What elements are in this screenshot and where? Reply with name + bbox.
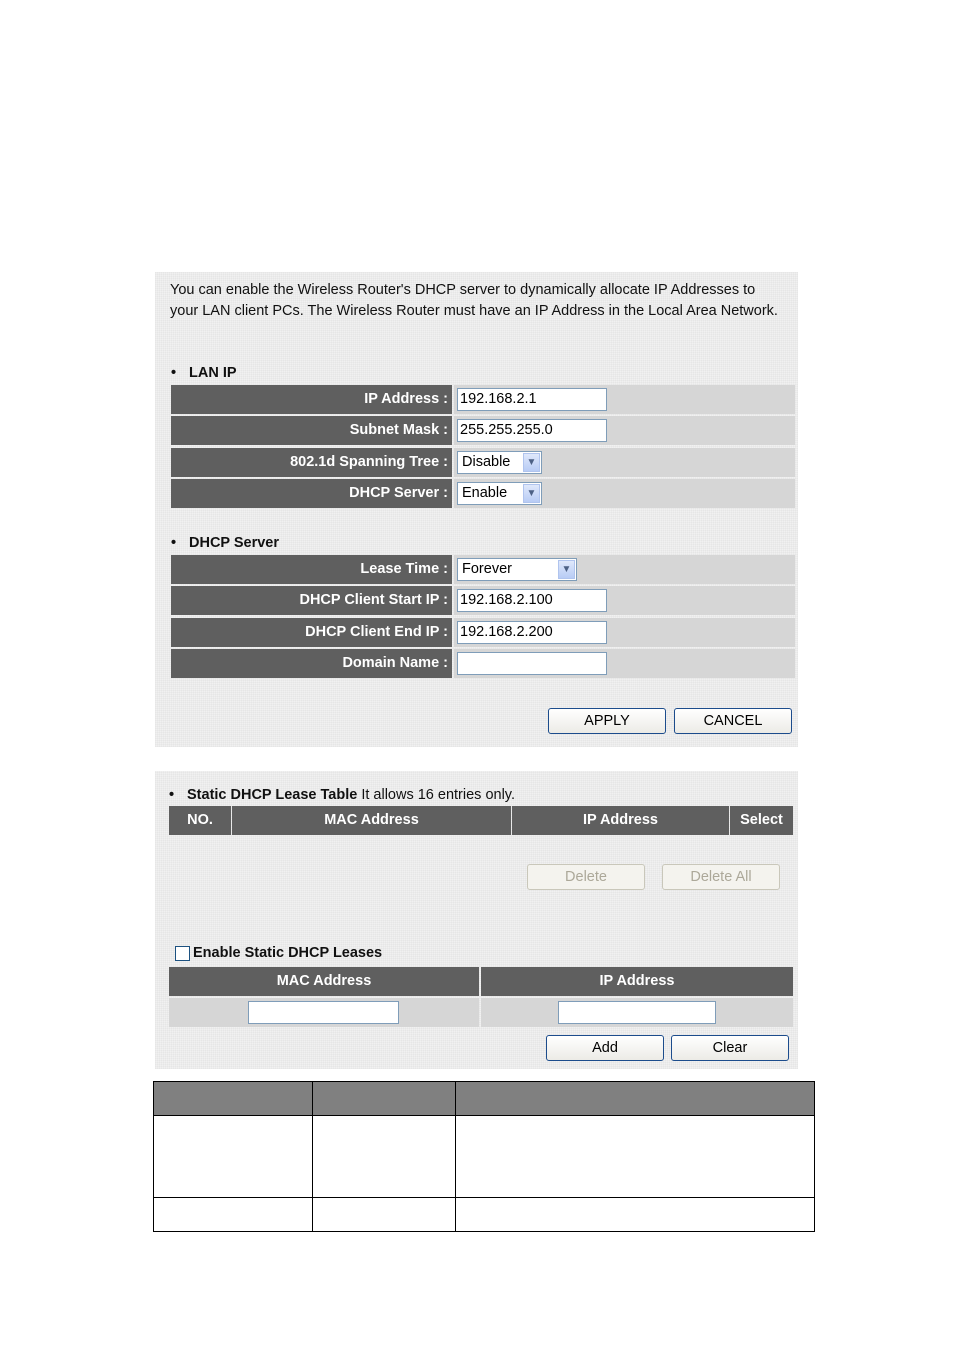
description-table [153,1081,815,1232]
enable-static-leases-checkbox[interactable] [175,946,190,961]
mac-address-input[interactable] [248,1001,399,1024]
chevron-down-icon: ▼ [523,453,540,472]
cancel-button[interactable]: CANCEL [674,708,792,734]
column-header-ip: IP Address [512,806,729,835]
domain-name-input[interactable] [457,652,607,675]
subnet-mask-input[interactable]: 255.255.255.0 [457,419,607,442]
dhcp-server-label: DHCP Server : [171,479,452,508]
table-cell [455,1116,814,1198]
ip-entry-cell [481,998,793,1027]
ip-address-input[interactable]: 192.168.2.1 [457,388,607,411]
end-ip-input[interactable]: 192.168.2.200 [457,621,607,644]
table-header-cell [455,1082,814,1116]
entry-header-mac: MAC Address [169,967,479,996]
dhcp-server-select[interactable]: Enable ▼ [457,482,542,505]
table-cell [455,1197,814,1231]
table-row [154,1197,815,1231]
lease-time-select[interactable]: Forever ▼ [457,558,577,581]
table-row [154,1116,815,1198]
add-button[interactable]: Add [546,1035,664,1061]
end-ip-row [171,618,795,647]
start-ip-input[interactable]: 192.168.2.100 [457,589,607,612]
column-header-select: Select [730,806,793,835]
column-header-mac: MAC Address [232,806,511,835]
lease-time-row [171,555,795,584]
ip-address-row [171,385,795,414]
dhcp-server-row [171,479,795,508]
bullet-icon: • [171,535,177,551]
enable-static-leases-label: Enable Static DHCP Leases [193,945,383,961]
start-ip-row [171,586,795,615]
ip-address-label: IP Address : [171,385,452,414]
lease-time-label: Lease Time : [171,555,452,584]
chevron-down-icon: ▼ [523,484,540,503]
table-cell [312,1197,455,1231]
start-ip-label: DHCP Client Start IP : [171,586,452,615]
bullet-icon: • [169,787,175,803]
subnet-mask-row [171,416,795,445]
bullet-icon: • [171,365,177,381]
static-lease-heading: • Static DHCP Lease Table It allows 16 entries only. [169,787,516,803]
dhcp-server-heading: • DHCP Server [171,535,280,551]
spanning-tree-label: 802.1d Spanning Tree : [171,448,452,477]
table-header-cell [154,1082,313,1116]
clear-button[interactable]: Clear [671,1035,789,1061]
table-header-cell [312,1082,455,1116]
column-header-no: NO. [169,806,231,835]
table-header-row [154,1082,815,1116]
spanning-tree-row [171,448,795,477]
static-ip-input[interactable] [558,1001,716,1024]
domain-name-row [171,649,795,678]
entry-header-ip: IP Address [481,967,793,996]
intro-text: You can enable the Wireless Router's DHCP server to dynamically allocate IP Addresses to your LAN client PCs. The Wireless Router must have an IP Address in the Local Area Network. [170,282,778,319]
chevron-down-icon: ▼ [558,560,575,579]
lan-settings-panel [155,272,798,747]
apply-button[interactable]: APPLY [548,708,666,734]
delete-button[interactable]: Delete [527,864,645,890]
table-cell [312,1116,455,1198]
table-cell [154,1116,313,1198]
static-dhcp-panel [155,771,798,1069]
delete-all-button[interactable]: Delete All [662,864,780,890]
domain-name-label: Domain Name : [171,649,452,678]
mac-entry-cell [169,998,479,1027]
subnet-mask-label: Subnet Mask : [171,416,452,445]
end-ip-label: DHCP Client End IP : [171,618,452,647]
table-cell [154,1197,313,1231]
spanning-tree-select[interactable]: Disable ▼ [457,451,542,474]
lan-ip-heading: • LAN IP [171,365,237,381]
